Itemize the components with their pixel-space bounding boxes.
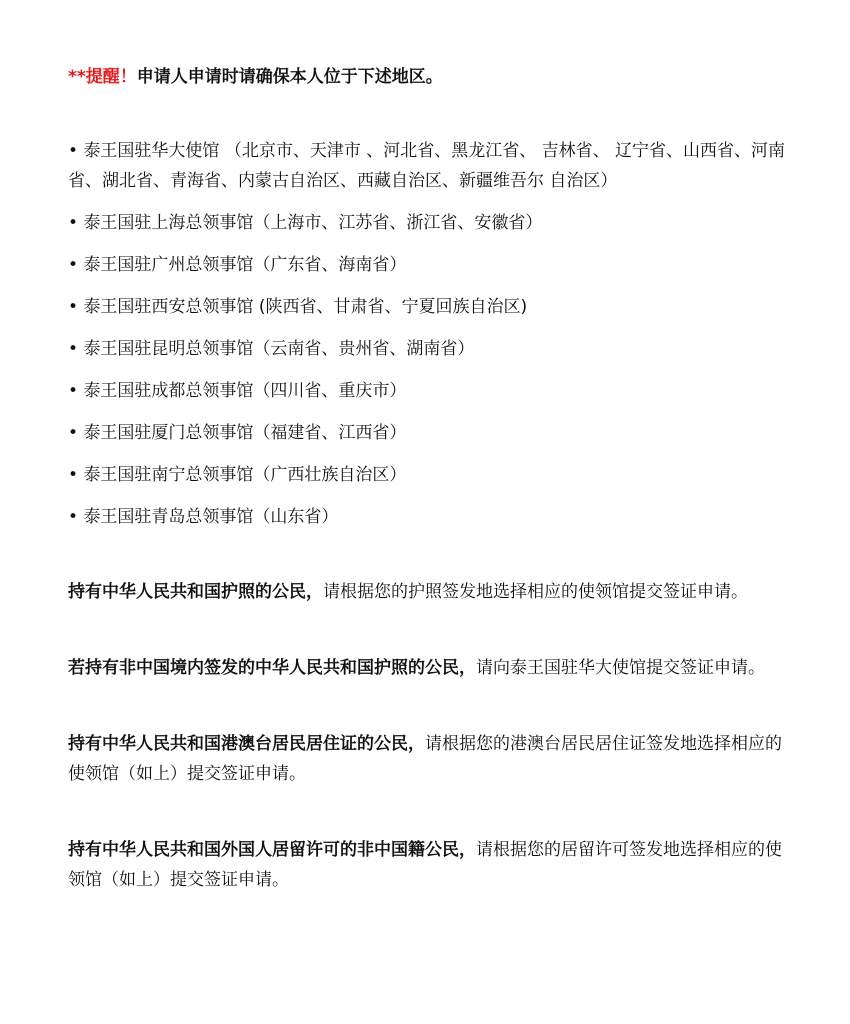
notice-text: 请根据您的港澳台居民居住证签发地选择相应的使领馆（如上）提交签证申请。: [68, 734, 782, 784]
list-item: [68, 460, 788, 490]
consulate-list: [68, 136, 788, 532]
consulate-item-text: 泰王国驻西安总领事馆 (陕西省、甘肃省、宁夏回族自治区): [83, 297, 528, 317]
consulate-item-text: 泰王国驻上海总领事馆（上海市、江苏省、浙江省、安徽省）: [83, 213, 543, 233]
bullet-marker: •: [68, 381, 84, 401]
notice-lead: 持有中华人民共和国港澳台居民居住证的公民，: [68, 734, 425, 754]
consulate-item-text: 泰王国驻青岛总领事馆（山东省）: [83, 507, 339, 527]
consulate-item-text: 泰王国驻广州总领事馆（广东省、海南省）: [83, 255, 407, 275]
notice-lead: 持有中华人民共和国护照的公民，: [68, 582, 323, 602]
consulate-item-text: 泰王国驻昆明总领事馆（云南省、贵州省、湖南省）: [83, 339, 475, 359]
notice-text: 请根据您的护照签发地选择相应的使领馆提交签证申请。: [323, 582, 748, 602]
document-page: [68, 62, 788, 895]
consulate-item-text: 泰王国驻厦门总领事馆（福建省、江西省）: [83, 423, 407, 443]
list-item: [68, 376, 788, 406]
reminder-heading: [68, 62, 788, 92]
bullet-marker: •: [68, 255, 84, 275]
bullet-marker: •: [68, 507, 84, 527]
notice-paragraph-passport: [68, 577, 788, 607]
bullet-marker: •: [68, 141, 84, 161]
consulate-item-text: 泰王国驻成都总领事馆（四川省、重庆市）: [83, 381, 407, 401]
notice-paragraph-overseas-passport: [68, 653, 788, 683]
reminder-alert: **提醒！: [68, 67, 137, 87]
list-item: [68, 250, 788, 280]
bullet-marker: •: [68, 465, 84, 485]
list-item: [68, 136, 788, 196]
notice-lead: 若持有非中国境内签发的中华人民共和国护照的公民，: [68, 658, 476, 678]
bullet-marker: •: [68, 423, 84, 443]
list-item: [68, 292, 788, 322]
list-item: [68, 334, 788, 364]
notice-lead: 持有中华人民共和国外国人居留许可的非中国籍公民，: [68, 840, 476, 860]
notice-text: 请根据您的居留许可签发地选择相应的使领馆（如上）提交签证申请。: [68, 840, 782, 890]
consulate-item-text: 泰王国驻南宁总领事馆（广西壮族自治区）: [83, 465, 407, 485]
bullet-marker: •: [68, 213, 84, 233]
bullet-marker: •: [68, 297, 84, 317]
list-item: [68, 418, 788, 448]
list-item: [68, 502, 788, 532]
notice-text: 请向泰王国驻华大使馆提交签证申请。: [476, 658, 765, 678]
reminder-text: 申请人申请时请确保本人位于下述地区。: [136, 67, 443, 87]
notice-paragraph-foreigner-permit: [68, 835, 788, 895]
notice-paragraph-residence-permit-hkmt: [68, 729, 788, 789]
list-item: [68, 208, 788, 238]
bullet-marker: •: [68, 339, 84, 359]
consulate-item-text: 泰王国驻华大使馆 （北京市、天津市 、河北省、黑龙江省、 吉林省、 辽宁省、山西省、河南省、湖北省、青海省、内蒙古自治区、西藏自治区、新疆维吾尔 自治区）: [68, 141, 786, 191]
